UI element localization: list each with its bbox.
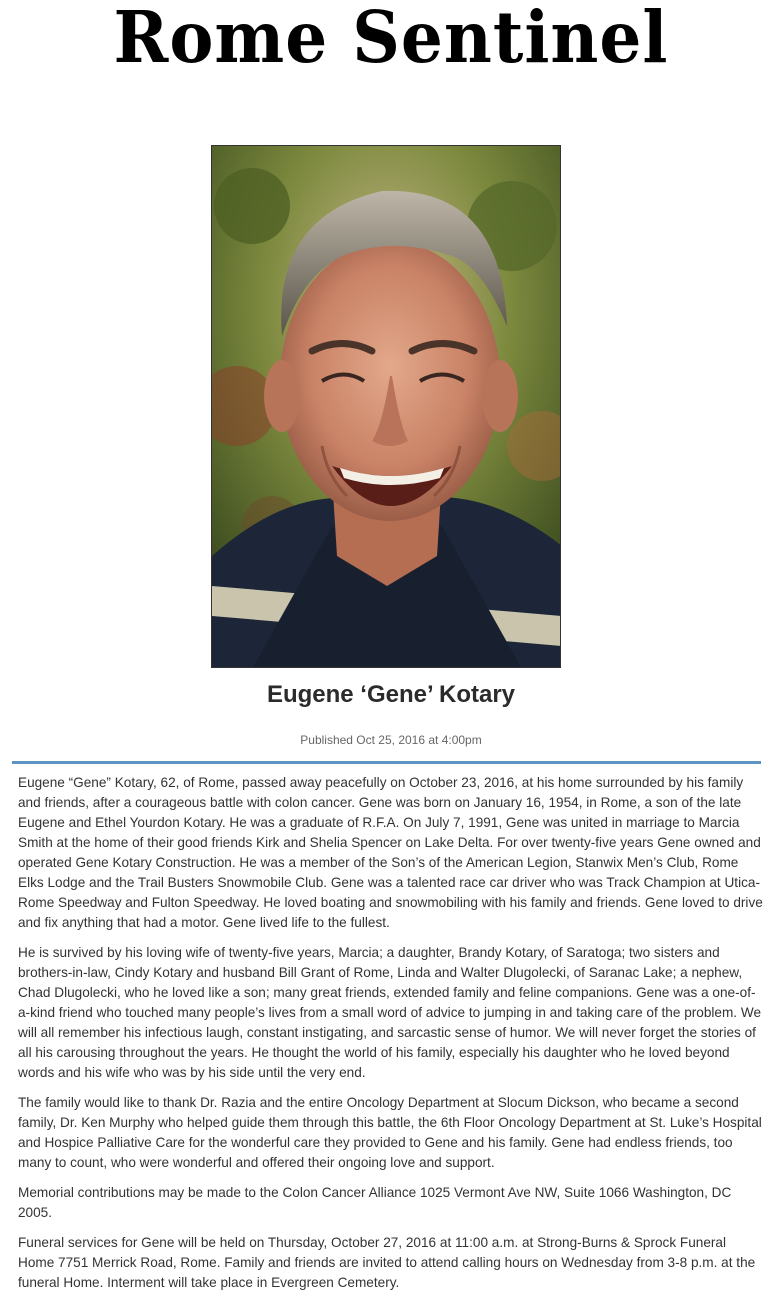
masthead (0, 0, 782, 80)
paragraph: He is survived by his loving wife of twenty-five years, Marcia; a daughter, Brandy Kotary, of Saratoga; two sisters and brothers-in-law, Cindy Kotary and husband Bill Grant of Rome, Linda and Walter Dlugolecki, of Saranac Lake; a nephew, Chad Dlugolecki, who he loved like a son; many great friends, extended family and feline companions. Gene was a one-of-a-kind friend who touched many people’s lives from a small word of advice to jumping in and taking care of the problem. We will all remember his infectious laugh, constant instigating, and sarcastic sense of humor. We will never forget the stories of all his carousing throughout the years. He thought the world of his family, especially his daughter who he loved beyond words and his wife who was by his side until the very end. (18, 945, 762, 1080)
published-date: Published Oct 25, 2016 at 4:00pm (300, 733, 482, 747)
obituary-body (18, 773, 766, 1303)
divider-rule (12, 761, 761, 764)
paragraph: Memorial contributions may be made to the Colon Cancer Alliance 1025 Vermont Ave NW, Suite 1066 Washington, DC 2005. (18, 1185, 732, 1220)
obituary-photo (211, 145, 561, 668)
paragraph: The family would like to thank Dr. Razia and the entire Oncology Department at Slocum Dickson, who became a second family, Dr. Ken Murphy who helped guide them through this battle, the 6th Floor Oncology Department at St. Luke’s Hospital and Hospice Palliative Care for the wonderful care they provided to Gene and his family. Gene had endless friends, too many to count, who were wonderful and offered their ongoing love and support. (18, 1095, 762, 1170)
newspaper-logo[interactable]: Rome Sentinel (113, 0, 669, 80)
deceased-name-heading: Eugene ‘Gene’ Kotary (266, 681, 516, 708)
paragraph: Funeral services for Gene will be held on Thursday, October 27, 2016 at 11:00 a.m. at Strong-Burns & Sprock Funeral Home 7751 Merrick Road, Rome. Family and friends are invited to attend calling hours on Wednesday from 3-8 p.m. at the funeral Home. Interment will take place in Evergreen Cemetery. (18, 1235, 756, 1290)
paragraph: Eugene “Gene” Kotary, 62, of Rome, passed away peacefully on October 23, 2016, at his home surrounded by his family and friends, after a courageous battle with colon cancer. Gene was born on January 16, 1954, in Rome, a son of the late Eugene and Ethel Yourdon Kotary. He was a graduate of R.F.A. On July 7, 1991, Gene was united in marriage to Marcia Smith at the home of their good friends Kirk and Shelia Spencer on Lake Delta. For over twenty-five years Gene owned and operated Gene Kotary Construction. He was a member of the Son’s of the American Legion, Stanwix Men’s Club, Rome Elks Lodge and the Trail Busters Snowmobile Club. Gene was a talented race car driver who was Track Champion at Utica-Rome Speedway and Fulton Speedway. He loved boating and snowmobiling with his family and friends. Gene loved to drive and fix anything that had a motor. Gene lived life to the fullest. (18, 775, 763, 930)
